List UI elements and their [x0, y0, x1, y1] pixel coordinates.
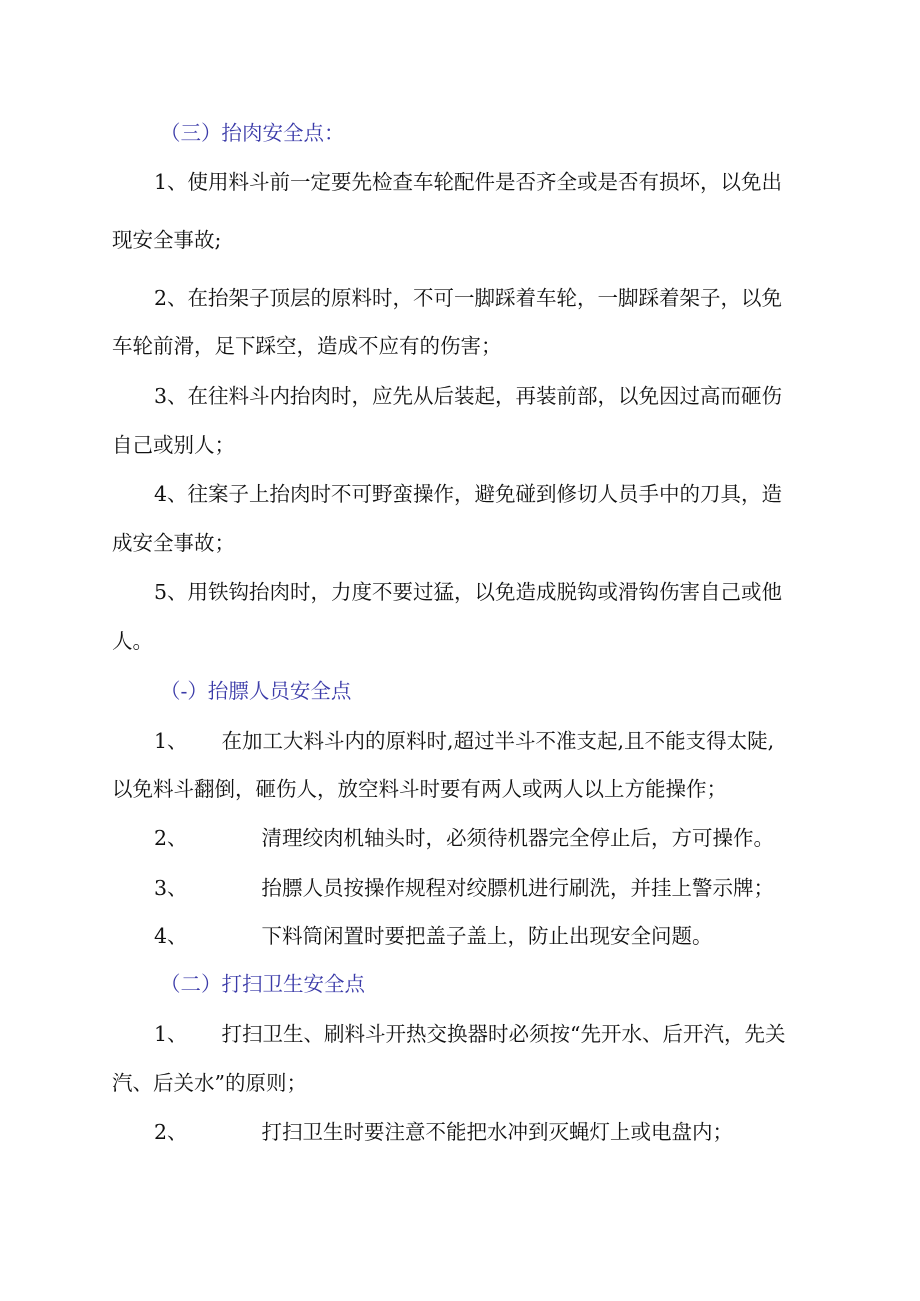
s1-item3-text: 抬膘人员按操作规程对绞膘机进行刷洗，并挂上警示牌；	[261, 876, 775, 900]
s3-item3-line2: 自己或别人；	[112, 433, 235, 457]
s3-item4-line2: 成安全事故；	[112, 531, 235, 555]
s1-item4-text: 下料筒闲置时要把盖子盖上，防止出现安全问题。	[261, 924, 713, 948]
s2-item1-line1	[154, 1020, 854, 1048]
s1-item3-number: 3、	[154, 876, 188, 900]
s3-item1-line2: 现安全事故;	[112, 228, 222, 252]
s1-item4	[154, 922, 854, 950]
section-heading-2: （二）打扫卫生安全点	[160, 972, 365, 996]
s1-item4-number: 4、	[154, 924, 188, 948]
s2-item1-text: 打扫卫生、刷料斗开热交换器时必须按“先开水、后开汽，先关	[221, 1022, 786, 1046]
s3-item2-line2: 车轮前滑，足下踩空，造成不应有的伤害；	[112, 334, 502, 358]
s3-item3-line1: 3、在往料斗内抬肉时，应先从后装起，再装前部，以免因过高而砸伤	[154, 384, 783, 408]
s2-item1-line2: 汽、后关水”的原则；	[112, 1071, 307, 1095]
s2-item2-text: 打扫卫生时要注意不能把水冲到灭蝇灯上或电盘内；	[261, 1120, 734, 1144]
s1-item1-text: 在加工大料斗内的原料时,超过半斗不准支起,且不能支得太陡,	[221, 729, 775, 753]
s2-item1-number: 1、	[154, 1022, 188, 1046]
section-heading-3: （三）抬肉安全点：	[160, 121, 345, 145]
s2-item2	[154, 1118, 854, 1146]
s1-item1-line2: 以免料斗翻倒，砸伤人，放空料斗时要有两人或两人以上方能操作；	[112, 777, 727, 801]
s3-item5-line1: 5、用铁钩抬肉时，力度不要过猛，以免造成脱钩或滑钩伤害自己或他	[154, 580, 783, 604]
s1-item1-line1	[154, 727, 854, 755]
s3-item1-line1: 1、使用料斗前一定要先检查车轮配件是否齐全或是否有损坏，以免出	[154, 170, 783, 194]
s3-item5-line2: 人。	[112, 629, 153, 653]
s2-item2-number: 2、	[154, 1120, 188, 1144]
s3-item4-line1: 4、往案子上抬肉时不可野蛮操作，避免碰到修切人员手中的刀具，造	[154, 482, 783, 506]
s1-item2	[154, 824, 854, 852]
s1-item2-text: 清理绞肉机轴头时，必须待机器完全停止后，方可操作。	[261, 826, 775, 850]
s1-item3	[154, 874, 854, 902]
s3-item2-line1: 2、在抬架子顶层的原料时，不可一脚踩着车轮，一脚踩着架子，以免	[154, 286, 783, 310]
section-heading-1: （-）抬膘人员安全点	[160, 679, 352, 703]
s1-item1-number: 1、	[154, 729, 188, 753]
s1-item2-number: 2、	[154, 826, 188, 850]
